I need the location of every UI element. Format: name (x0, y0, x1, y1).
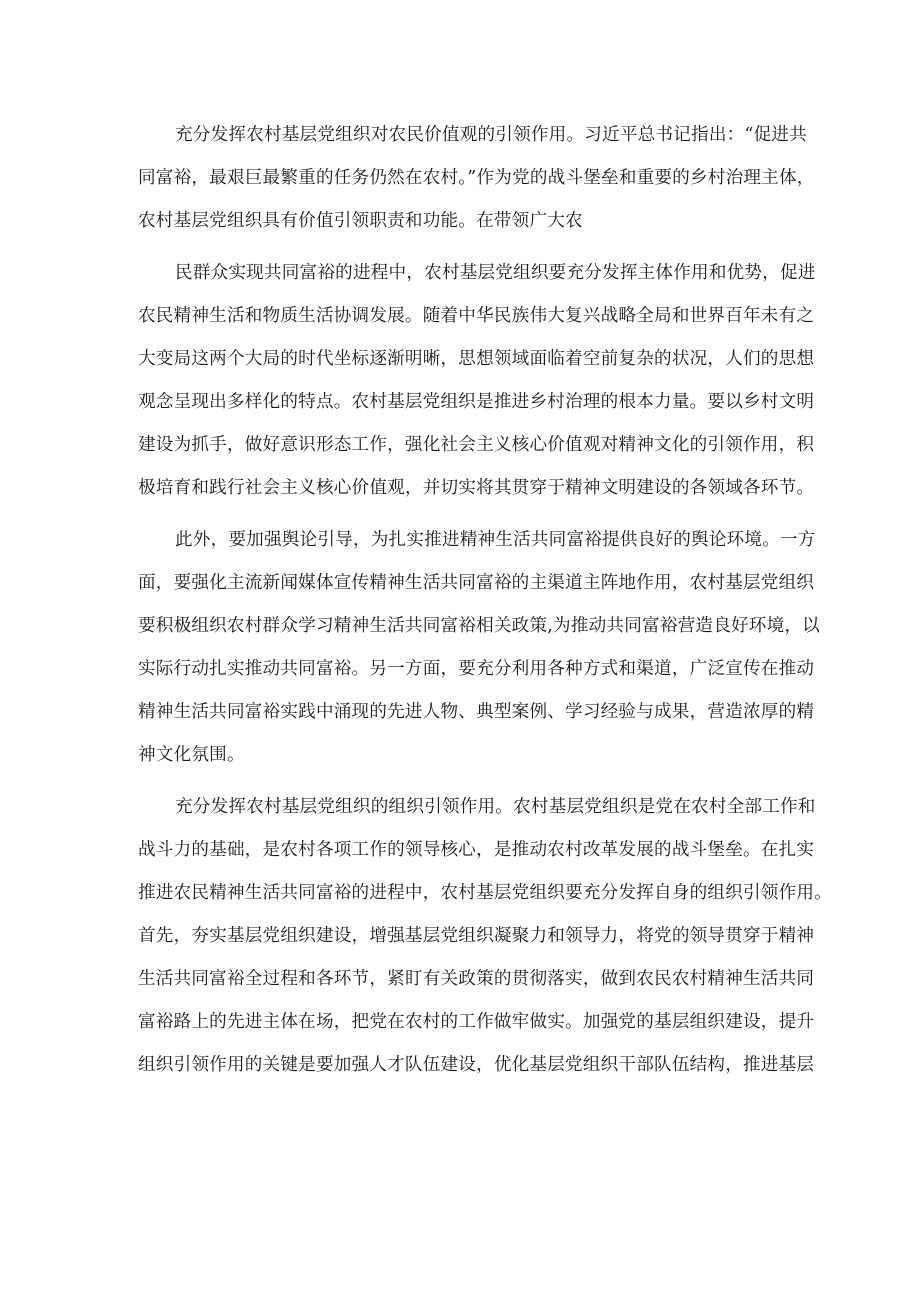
p2-line-5: 建设为抓手，做好意识形态工作，强化社会主义核心价值观对精神文化的引领作用，积 (138, 435, 815, 455)
p4-line-7: 组织引领作用的关键是要加强人才队伍建设，优化基层党组织干部队伍结构，推进基层 (138, 1055, 815, 1075)
p3-line-2: 面，要强化主流新闻媒体宣传精神生活共同富裕的主渠道主阵地作用，农村基层党组织 (138, 573, 815, 593)
p3-line-1: 此外，要加强舆论引导，为扎实推进精神生活共同富裕提供良好的舆论环境。一方 (175, 530, 816, 550)
p4-line-1: 充分发挥农村基层党组织的组织引领作用。农村基层党组织是党在农村全部工作和 (175, 797, 816, 817)
p3-line-3: 要积极组织农村群众学习精神生活共同富裕相关政策,为推动共同富裕营造良好环境，以 (138, 616, 820, 636)
p2-line-4: 观念呈现出多样化的特点。农村基层党组织是推进乡村治理的根本力量。要以乡村文明 (138, 392, 815, 412)
p1-line-2: 同富裕，最艰巨最繁重的任务仍然在农村。”作为党的战斗堡垒和重要的乡村治理主体， (138, 168, 815, 188)
p1-line-3: 农村基层党组织具有价值引领职责和功能。在带领广大农 (138, 211, 583, 231)
p2-line-1: 民群众实现共同富裕的进程中，农村基层党组织要充分发挥主体作用和优势，促进 (175, 263, 816, 283)
p2-line-3: 大变局这两个大局的时代坐标逐渐明晰，思想领域面临着空前复杂的状况，人们的思想 (138, 349, 815, 369)
p4-line-4: 首先，夯实基层党组织建设，增强基层党组织凝聚力和领导力，将党的领导贯穿于精神 (138, 926, 815, 946)
p4-line-5: 生活共同富裕全过程和各环节，紧盯有关政策的贯彻落实，做到农民农村精神生活共同 (138, 969, 815, 989)
p3-line-4: 实际行动扎实推动共同富裕。另一方面，要充分利用各种方式和渠道，广泛宣传在推动 (138, 659, 815, 679)
p4-line-6: 富裕路上的先进主体在场，把党在农村的工作做牢做实。加强党的基层组织建设，提升 (138, 1012, 815, 1032)
p1-line-1: 充分发挥农村基层党组织对农民价值观的引领作用。习近平总书记指出：“促进共 (175, 125, 807, 145)
p4-line-3: 推进农民精神生活共同富裕的进程中，农村基层党组织要充分发挥自身的组织引领作用。 (138, 883, 832, 903)
p2-line-6: 极培育和践行社会主义核心价值观，并切实将其贯穿于精神文明建设的各领域各环节。 (138, 478, 815, 498)
p3-line-6: 神文化氛围。 (138, 745, 245, 765)
p4-line-2: 战斗力的基础，是农村各项工作的领导核心，是推动农村改革发展的战斗堡垒。在扎实 (138, 840, 815, 860)
p3-line-5: 精神生活共同富裕实践中涌现的先进人物、典型案例、学习经验与成果，营造浓厚的精 (138, 702, 815, 722)
p2-line-2: 农民精神生活和物质生活协调发展。随着中华民族伟大复兴战略全局和世界百年未有之 (138, 306, 815, 326)
